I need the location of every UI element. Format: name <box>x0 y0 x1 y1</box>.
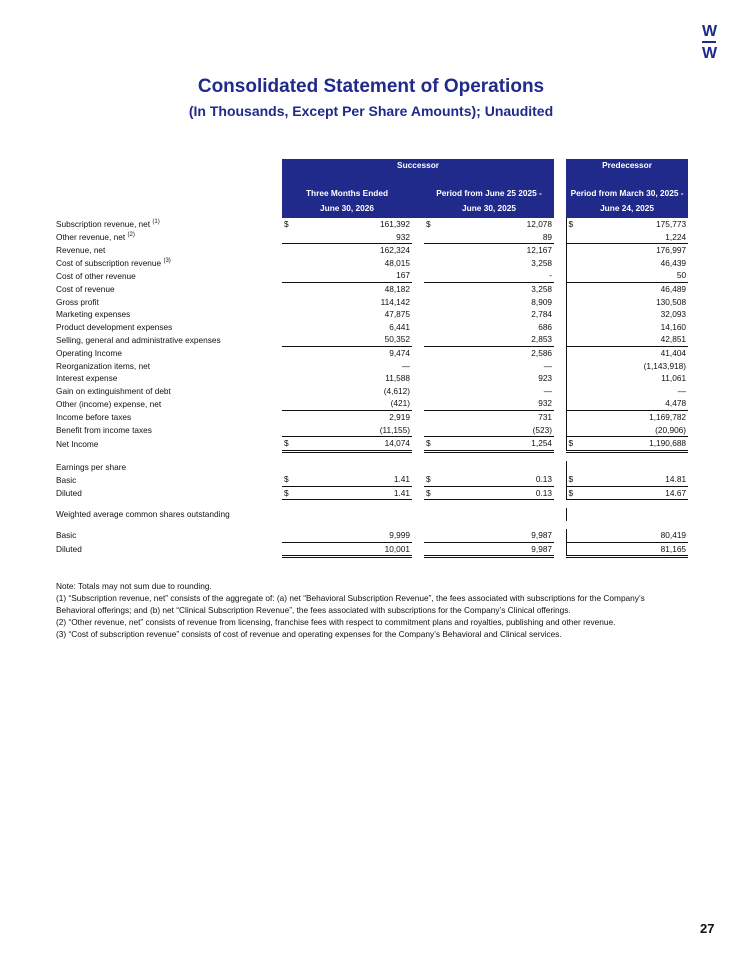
currency-symbol: $ <box>284 219 289 229</box>
cell-value: — <box>401 360 410 371</box>
cell-value: 48,015 <box>384 257 410 268</box>
cell-value: 50,352 <box>384 334 410 345</box>
currency-symbol <box>566 346 580 359</box>
cell-value: (1,143,918) <box>643 360 687 371</box>
cell-value: 47,875 <box>384 309 410 320</box>
cell-value: 11,061 <box>661 373 687 384</box>
currency-symbol: $ <box>424 473 438 486</box>
cell-value: 0.13 <box>438 486 554 500</box>
row-label <box>54 529 282 542</box>
footnote-ref: (3) <box>163 258 171 265</box>
row-label <box>54 424 282 437</box>
table-row <box>54 231 688 244</box>
row-label-text: Cost of subscription revenue <box>56 257 162 268</box>
currency-symbol <box>424 296 438 309</box>
cell-value: 8,909 <box>531 296 553 307</box>
currency-symbol <box>424 372 438 385</box>
currency-symbol <box>566 308 580 321</box>
cell-value: 1.41 <box>296 473 412 486</box>
table-row <box>54 308 688 321</box>
table-row <box>54 346 688 359</box>
cell-value: — <box>543 385 553 396</box>
row-label-text: Diluted <box>56 544 82 555</box>
cell-value: 3,258 <box>531 257 553 268</box>
row-label-text: Reorganization items, net <box>56 360 151 371</box>
currency-symbol <box>424 244 438 257</box>
table-row <box>54 321 688 334</box>
row-label <box>54 269 282 282</box>
table-row <box>54 269 688 282</box>
row-label <box>54 231 282 244</box>
row-label <box>54 257 282 270</box>
currency-symbol <box>566 360 580 373</box>
currency-symbol <box>424 385 438 398</box>
cell-value: 167 <box>396 270 410 281</box>
cell-value: 0.13 <box>438 473 554 486</box>
cell-value: 162,324 <box>296 244 412 257</box>
currency-symbol <box>424 346 438 359</box>
cell-value: 50 <box>676 270 687 281</box>
cell-value: 932 <box>396 231 410 242</box>
currency-symbol: $ <box>282 486 296 500</box>
cell-value: 46,439 <box>660 257 687 268</box>
currency-symbol <box>424 308 438 321</box>
cell-value: 11,588 <box>385 373 410 384</box>
cell-value: 731 <box>438 410 554 423</box>
currency-symbol <box>566 529 580 542</box>
row-label-text: Other (income) expense, net <box>56 398 162 409</box>
table-row <box>54 360 688 373</box>
row-label-text: Benefit from income taxes <box>56 424 152 435</box>
table-row <box>54 437 688 452</box>
cell-value: 2,853 <box>531 334 553 345</box>
currency-symbol <box>566 424 580 437</box>
table-row <box>54 542 688 557</box>
footnote-3: (3) “Cost of subscription revenue” consists of cost of revenue and operating expenses for the Company’s Behavioral and Clinical services. <box>56 629 562 639</box>
cell-value: 2,586 <box>438 346 554 359</box>
currency-symbol: $ <box>424 437 438 452</box>
page-title: Consolidated Statement of Operations <box>197 76 545 97</box>
row-label-text: Basic <box>56 530 77 541</box>
row-label-text: Interest expense <box>56 373 118 384</box>
table-row <box>54 372 688 385</box>
currency-symbol: $ <box>566 218 580 231</box>
cell-value: 80,419 <box>580 529 688 542</box>
table-row <box>54 218 688 231</box>
col3-header-line2: June 24, 2025 <box>600 203 655 213</box>
cell-value: 1,169,782 <box>580 410 688 423</box>
row-label-text: Cost of other revenue <box>56 270 136 281</box>
cell-value: 923 <box>538 373 553 384</box>
cell-value: 89 <box>542 231 553 242</box>
cell-value: - <box>549 270 553 281</box>
currency-symbol <box>566 321 580 334</box>
cell-value: 46,489 <box>580 282 688 295</box>
cell-value: 81,165 <box>580 542 688 557</box>
cell-value: 3,258 <box>438 282 554 295</box>
currency-symbol: $ <box>566 486 580 500</box>
row-label <box>54 397 282 410</box>
cell-value: 48,182 <box>296 282 412 295</box>
table-row <box>54 257 688 270</box>
column-header-row <box>54 172 688 218</box>
cell-value: 12,167 <box>438 244 554 257</box>
row-label <box>54 461 282 474</box>
cell-value: 42,851 <box>660 334 687 345</box>
col2-header-line2: June 30, 2025 <box>462 203 516 213</box>
row-label <box>54 385 282 398</box>
currency-symbol <box>566 269 580 282</box>
row-label-text: Subscription revenue, net <box>56 219 151 229</box>
currency-symbol <box>282 244 296 257</box>
logo-divider <box>702 41 716 43</box>
logo-letter-top: W <box>702 23 718 40</box>
currency-symbol <box>282 308 296 321</box>
successor-header: Successor <box>282 159 554 172</box>
row-label <box>54 296 282 309</box>
page-number: 27 <box>700 921 715 936</box>
currency-symbol: $ <box>566 437 580 452</box>
currency-symbol: $ <box>426 219 431 229</box>
row-label <box>54 308 282 321</box>
table-row <box>54 333 688 346</box>
cell-value: 14.67 <box>580 486 688 500</box>
row-label <box>54 244 282 257</box>
row-label-text: Other revenue, net <box>56 231 126 242</box>
currency-symbol <box>566 397 580 410</box>
row-label <box>54 321 282 334</box>
currency-symbol <box>424 321 438 334</box>
table-row <box>54 282 688 295</box>
currency-symbol <box>282 282 296 295</box>
row-label <box>54 333 282 346</box>
logo-letter-bottom: W <box>702 45 718 62</box>
cell-value: 12,078 <box>526 219 553 229</box>
currency-symbol <box>424 529 438 542</box>
cell-value: (11,155) <box>379 424 410 435</box>
cell-value: 2,919 <box>296 410 412 423</box>
cell-value: — <box>543 360 553 371</box>
col1-header-line2: June 30, 2026 <box>320 203 374 213</box>
row-label <box>54 437 282 452</box>
cell-value: 9,999 <box>296 529 412 542</box>
currency-symbol <box>424 231 438 244</box>
currency-symbol <box>424 257 438 270</box>
currency-symbol <box>566 410 580 423</box>
row-label <box>54 486 282 500</box>
cell-value: 14,160 <box>660 321 687 332</box>
table-row <box>54 296 688 309</box>
currency-symbol <box>424 282 438 295</box>
currency-symbol <box>282 410 296 423</box>
footnote-ref: (1) <box>152 219 160 226</box>
currency-symbol <box>282 397 296 410</box>
brand-logo <box>702 23 716 62</box>
currency-symbol: $ <box>566 473 580 486</box>
currency-symbol <box>566 542 580 557</box>
table-row <box>54 244 688 257</box>
cell-value: 4,478 <box>665 398 687 409</box>
currency-symbol <box>282 346 296 359</box>
currency-symbol <box>282 257 296 270</box>
currency-symbol <box>282 269 296 282</box>
currency-symbol: $ <box>282 473 296 486</box>
row-label <box>54 346 282 359</box>
row-label <box>54 360 282 373</box>
currency-symbol <box>424 410 438 423</box>
cell-value: (523) <box>532 424 553 435</box>
cell-value: (4,612) <box>383 385 410 396</box>
col1-header-line1: Three Months Ended <box>305 188 389 198</box>
currency-symbol <box>566 333 580 346</box>
currency-symbol <box>282 321 296 334</box>
table-row <box>54 424 688 437</box>
currency-symbol <box>282 360 296 373</box>
currency-symbol <box>566 231 580 244</box>
row-label-text: Diluted <box>56 487 82 498</box>
cell-value: 10,001 <box>296 542 412 557</box>
currency-symbol <box>566 282 580 295</box>
currency-symbol <box>566 385 580 398</box>
currency-symbol <box>566 244 580 257</box>
cell-value: 6,441 <box>389 321 410 332</box>
row-label-text: Weighted average common shares outstanding <box>56 509 230 520</box>
row-label-text: Marketing expenses <box>56 309 131 320</box>
shares-section-row <box>54 508 688 521</box>
col-header-successor-period <box>424 172 554 218</box>
row-label <box>54 508 282 521</box>
footnote-rounding: Note: Totals may not sum due to rounding. <box>56 581 212 591</box>
currency-symbol: $ <box>424 486 438 500</box>
predecessor-header: Predecessor <box>566 159 688 172</box>
table-row <box>54 385 688 398</box>
currency-symbol <box>282 231 296 244</box>
currency-symbol <box>424 542 438 557</box>
row-label-text: Operating Income <box>56 347 122 358</box>
footnote-1: (1) “Subscription revenue, net” consists of the aggregate of: (a) net “Behavioral Subscription Revenue”, the fees associated with subscriptions for the Company’s Behavioral offerings; and (b) net “Clinical Subscription Revenue”, the fees associated with subscriptions for the Company’s Clinical offerings. <box>56 593 645 615</box>
table-row <box>54 397 688 410</box>
period-band-row <box>54 159 688 172</box>
footnote-2: (2) “Other revenue, net” consists of revenue from licensing, franchise fees with respect to commitment plans and royalties, publishing and other revenue. <box>56 617 616 627</box>
cell-value: 14.81 <box>580 473 688 486</box>
cell-value: 114,142 <box>380 296 410 307</box>
cell-value: 932 <box>538 398 553 409</box>
cell-value: 9,474 <box>296 346 412 359</box>
col3-header-line1: Period from March 30, 2025 - <box>570 188 684 198</box>
cell-value: 41,404 <box>580 346 688 359</box>
footnote-ref: (2) <box>127 232 135 239</box>
row-label <box>54 473 282 486</box>
cell-value: (421) <box>390 398 410 409</box>
row-label-text: Revenue, net <box>56 244 106 255</box>
row-label-text: Earnings per share <box>56 461 127 472</box>
cell-value: 686 <box>538 321 553 332</box>
currency-symbol <box>424 397 438 410</box>
row-label <box>54 372 282 385</box>
currency-symbol <box>424 269 438 282</box>
table-row <box>54 529 688 542</box>
cell-value: 9,987 <box>438 529 554 542</box>
cell-value: — <box>677 385 687 396</box>
row-label-text: Product development expenses <box>56 321 173 332</box>
currency-symbol: $ <box>282 437 296 452</box>
row-label-text: Selling, general and administrative expenses <box>56 334 221 345</box>
table-row <box>54 473 688 486</box>
row-label-text: Gain on extinguishment of debt <box>56 385 171 396</box>
cell-value: 9,987 <box>438 542 554 557</box>
cell-value: 176,997 <box>580 244 688 257</box>
col-header-three-months <box>282 172 412 218</box>
cell-value: 130,508 <box>656 296 687 307</box>
currency-symbol <box>282 529 296 542</box>
currency-symbol <box>282 385 296 398</box>
currency-symbol <box>424 424 438 437</box>
col-header-predecessor-period <box>566 172 688 218</box>
cell-value: 2,784 <box>531 309 553 320</box>
currency-symbol <box>566 372 580 385</box>
cell-value: 14,074 <box>296 437 412 452</box>
row-label <box>54 218 282 231</box>
row-label-text: Income before taxes <box>56 411 132 422</box>
row-label <box>54 542 282 557</box>
currency-symbol <box>282 296 296 309</box>
row-label-text: Gross profit <box>56 296 99 307</box>
cell-value: 1.41 <box>296 486 412 500</box>
financial-statement-table <box>54 159 688 558</box>
table-row <box>54 410 688 423</box>
row-label-text: Cost of revenue <box>56 283 115 294</box>
cell-value: 32,093 <box>660 309 687 320</box>
cell-value: 161,392 <box>380 219 410 229</box>
table-row <box>54 486 688 500</box>
row-label <box>54 410 282 423</box>
page-subtitle: (In Thousands, Except Per Share Amounts); Unaudited <box>188 103 554 119</box>
currency-symbol <box>566 296 580 309</box>
currency-symbol <box>282 542 296 557</box>
cell-value: 1,190,688 <box>580 437 688 452</box>
col2-header-line1: Period from June 25 2025 - <box>436 188 542 198</box>
currency-symbol <box>282 424 296 437</box>
eps-section-row <box>54 461 688 474</box>
row-label <box>54 282 282 295</box>
currency-symbol <box>282 333 296 346</box>
currency-symbol <box>282 372 296 385</box>
currency-symbol <box>424 333 438 346</box>
cell-value: 1,224 <box>665 231 687 242</box>
row-label-text: Net Income <box>56 438 99 449</box>
currency-symbol <box>566 257 580 270</box>
cell-value: 1,254 <box>438 437 554 452</box>
currency-symbol <box>424 360 438 373</box>
cell-value: (20,906) <box>655 424 687 435</box>
cell-value: 175,773 <box>656 219 687 229</box>
row-label-text: Basic <box>56 474 77 485</box>
footnotes <box>56 580 686 640</box>
